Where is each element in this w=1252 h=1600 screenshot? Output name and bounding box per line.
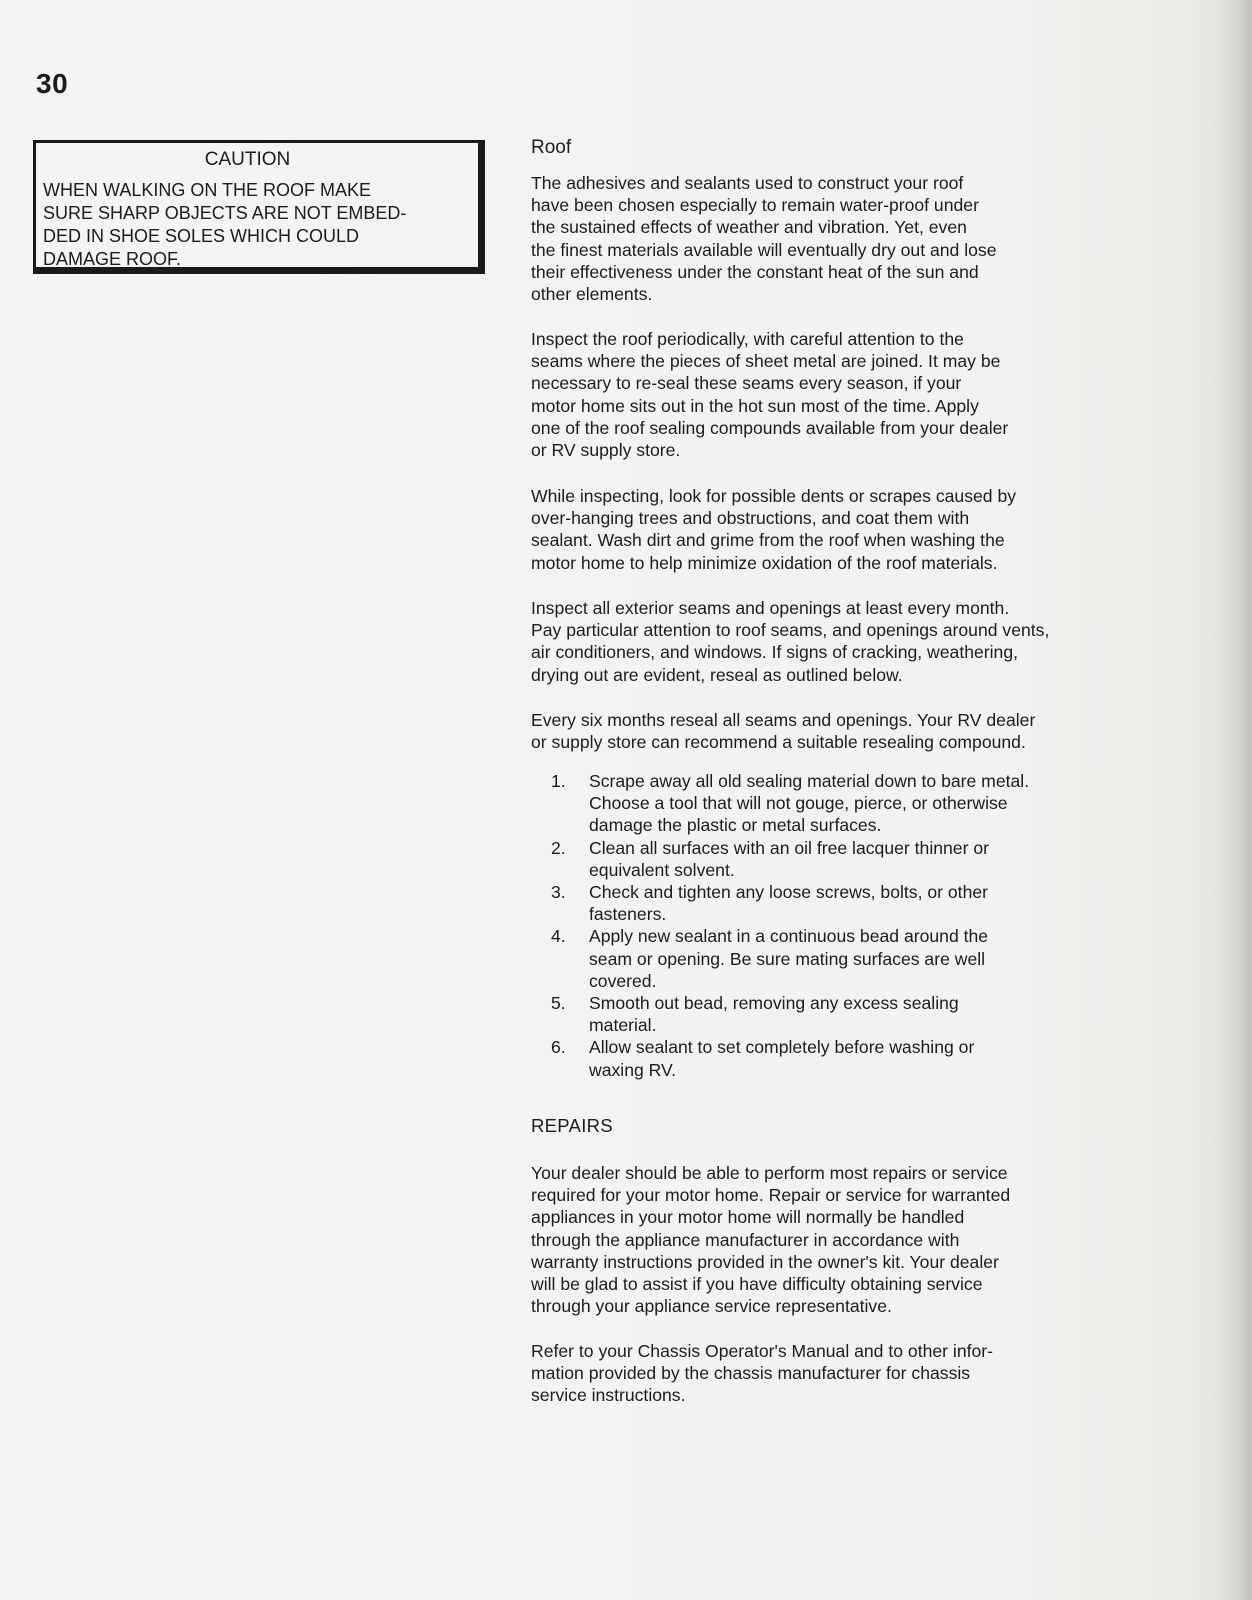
step-number: 6.: [551, 1037, 566, 1058]
list-item: [531, 1036, 1171, 1080]
text-line: motor home to help minimize oxidation of the roof materials.: [531, 552, 998, 573]
text-line: Every six months reseal all seams and openings. Your RV dealer: [531, 710, 1036, 730]
text-line: mation provided by the chassis manufacturer for chassis: [531, 1363, 971, 1384]
text-line: covered.: [589, 970, 657, 991]
text-line: Allow sealant to set completely before washing or: [589, 1037, 975, 1058]
text-line: Pay particular attention to roof seams, and openings around vents,: [531, 620, 1050, 641]
repairs-paragraph-2: [531, 1340, 1171, 1407]
text-line: equivalent solvent.: [589, 859, 735, 880]
text-line: the finest materials available will eventually dry out and lose: [531, 239, 997, 260]
step-number: 4.: [551, 926, 566, 947]
reseal-steps-list: [531, 770, 1171, 1081]
roof-paragraph-5: [531, 709, 1171, 753]
text-line: other elements.: [531, 284, 653, 305]
text-line: Smooth out bead, removing any excess sealing: [589, 993, 959, 1014]
step-text: [589, 770, 1029, 837]
text-line: through your appliance service representative.: [531, 1296, 892, 1317]
list-item: [531, 837, 1171, 881]
step-number: 5.: [551, 993, 566, 1014]
text-line: one of the roof sealing compounds available from your dealer: [531, 417, 1009, 438]
text-line: through the appliance manufacturer in accordance with: [531, 1229, 960, 1250]
step-text: [589, 992, 959, 1036]
list-item: [531, 770, 1171, 837]
text-line: drying out are evident, reseal as outlined below.: [531, 664, 903, 685]
text-line: The adhesives and sealants used to construct your roof: [531, 173, 964, 193]
page-number: 30: [36, 68, 69, 99]
text-line: Clean all surfaces with an oil free lacquer thinner or: [589, 837, 989, 858]
roof-paragraph-2: [531, 328, 1171, 461]
text-line: air conditioners, and windows. If signs of cracking, weathering,: [531, 642, 1019, 663]
text-line: Choose a tool that will not gouge, pierce, or otherwise: [589, 793, 1008, 814]
text-line: Inspect all exterior seams and openings at least every month.: [531, 598, 1010, 618]
text-line: warranty instructions provided in the owner's kit. Your dealer: [531, 1251, 999, 1272]
text-line: will be glad to assist if you have difficulty obtaining service: [531, 1274, 983, 1295]
text-line: motor home sits out in the hot sun most of the time. Apply: [531, 395, 979, 416]
text-line: or RV supply store.: [531, 440, 681, 461]
text-line: fasteners.: [589, 904, 667, 925]
text-line: Scrape away all old sealing material down to bare metal.: [589, 771, 1030, 791]
text-line: waxing RV.: [589, 1059, 677, 1080]
step-number: 2.: [551, 837, 566, 858]
text-line: over-hanging trees and obstructions, and coat them with: [531, 508, 970, 529]
text-line: sealant. Wash dirt and grime from the roof when washing the: [531, 530, 1005, 551]
roof-heading: Roof: [531, 137, 572, 158]
caution-line: DED IN SHOE SOLES WHICH COULD: [43, 226, 360, 246]
repairs-paragraph-1: [531, 1162, 1171, 1317]
step-text: [589, 925, 988, 992]
caution-line: SURE SHARP OBJECTS ARE NOT EMBED-: [43, 203, 407, 223]
repairs-heading: REPAIRS: [531, 1115, 613, 1136]
text-line: While inspecting, look for possible dents or scrapes caused by: [531, 486, 1017, 506]
text-line: Your dealer should be able to perform most repairs or service: [531, 1163, 1008, 1183]
text-line: the sustained effects of weather and vibration. Yet, even: [531, 217, 967, 238]
text-line: Inspect the roof periodically, with careful attention to the: [531, 329, 964, 349]
roof-paragraph-3: [531, 485, 1171, 574]
text-line: or supply store can recommend a suitable resealing compound.: [531, 732, 1026, 753]
step-number: 1.: [551, 771, 566, 791]
text-line: Apply new sealant in a continuous bead around the: [589, 926, 989, 947]
text-line: seams where the pieces of sheet metal are joined. It may be: [531, 351, 1001, 372]
text-line: appliances in your motor home will normally be handled: [531, 1207, 965, 1228]
text-line: seam or opening. Be sure mating surfaces are well: [589, 948, 986, 969]
caution-text: [43, 179, 472, 271]
text-line: have been chosen especially to remain water-proof under: [531, 195, 979, 216]
text-line: required for your motor home. Repair or service for warranted: [531, 1185, 1011, 1206]
roof-paragraph-1: [531, 172, 1171, 305]
caution-line: DAMAGE ROOF.: [43, 249, 182, 269]
list-item: [531, 992, 1171, 1036]
roof-paragraph-4: [531, 597, 1171, 686]
text-line: Refer to your Chassis Operator's Manual and to other infor-: [531, 1341, 993, 1361]
binding-shadow: [1218, 0, 1252, 1600]
caution-line: WHEN WALKING ON THE ROOF MAKE: [43, 180, 372, 200]
list-item: [531, 925, 1171, 992]
caution-title: CAUTION: [204, 149, 291, 170]
text-line: necessary to re-seal these seams every season, if your: [531, 373, 962, 394]
list-item: [531, 881, 1171, 925]
text-line: damage the plastic or metal surfaces.: [589, 815, 882, 836]
text-line: their effectiveness under the constant heat of the sun and: [531, 261, 979, 282]
step-text: [589, 881, 988, 925]
caution-box: [33, 140, 485, 274]
text-line: service instructions.: [531, 1385, 686, 1406]
text-line: material.: [589, 1015, 657, 1036]
step-number: 3.: [551, 882, 566, 903]
step-text: [589, 837, 989, 881]
step-text: [589, 1036, 974, 1080]
text-line: Check and tighten any loose screws, bolts, or other: [589, 882, 989, 903]
